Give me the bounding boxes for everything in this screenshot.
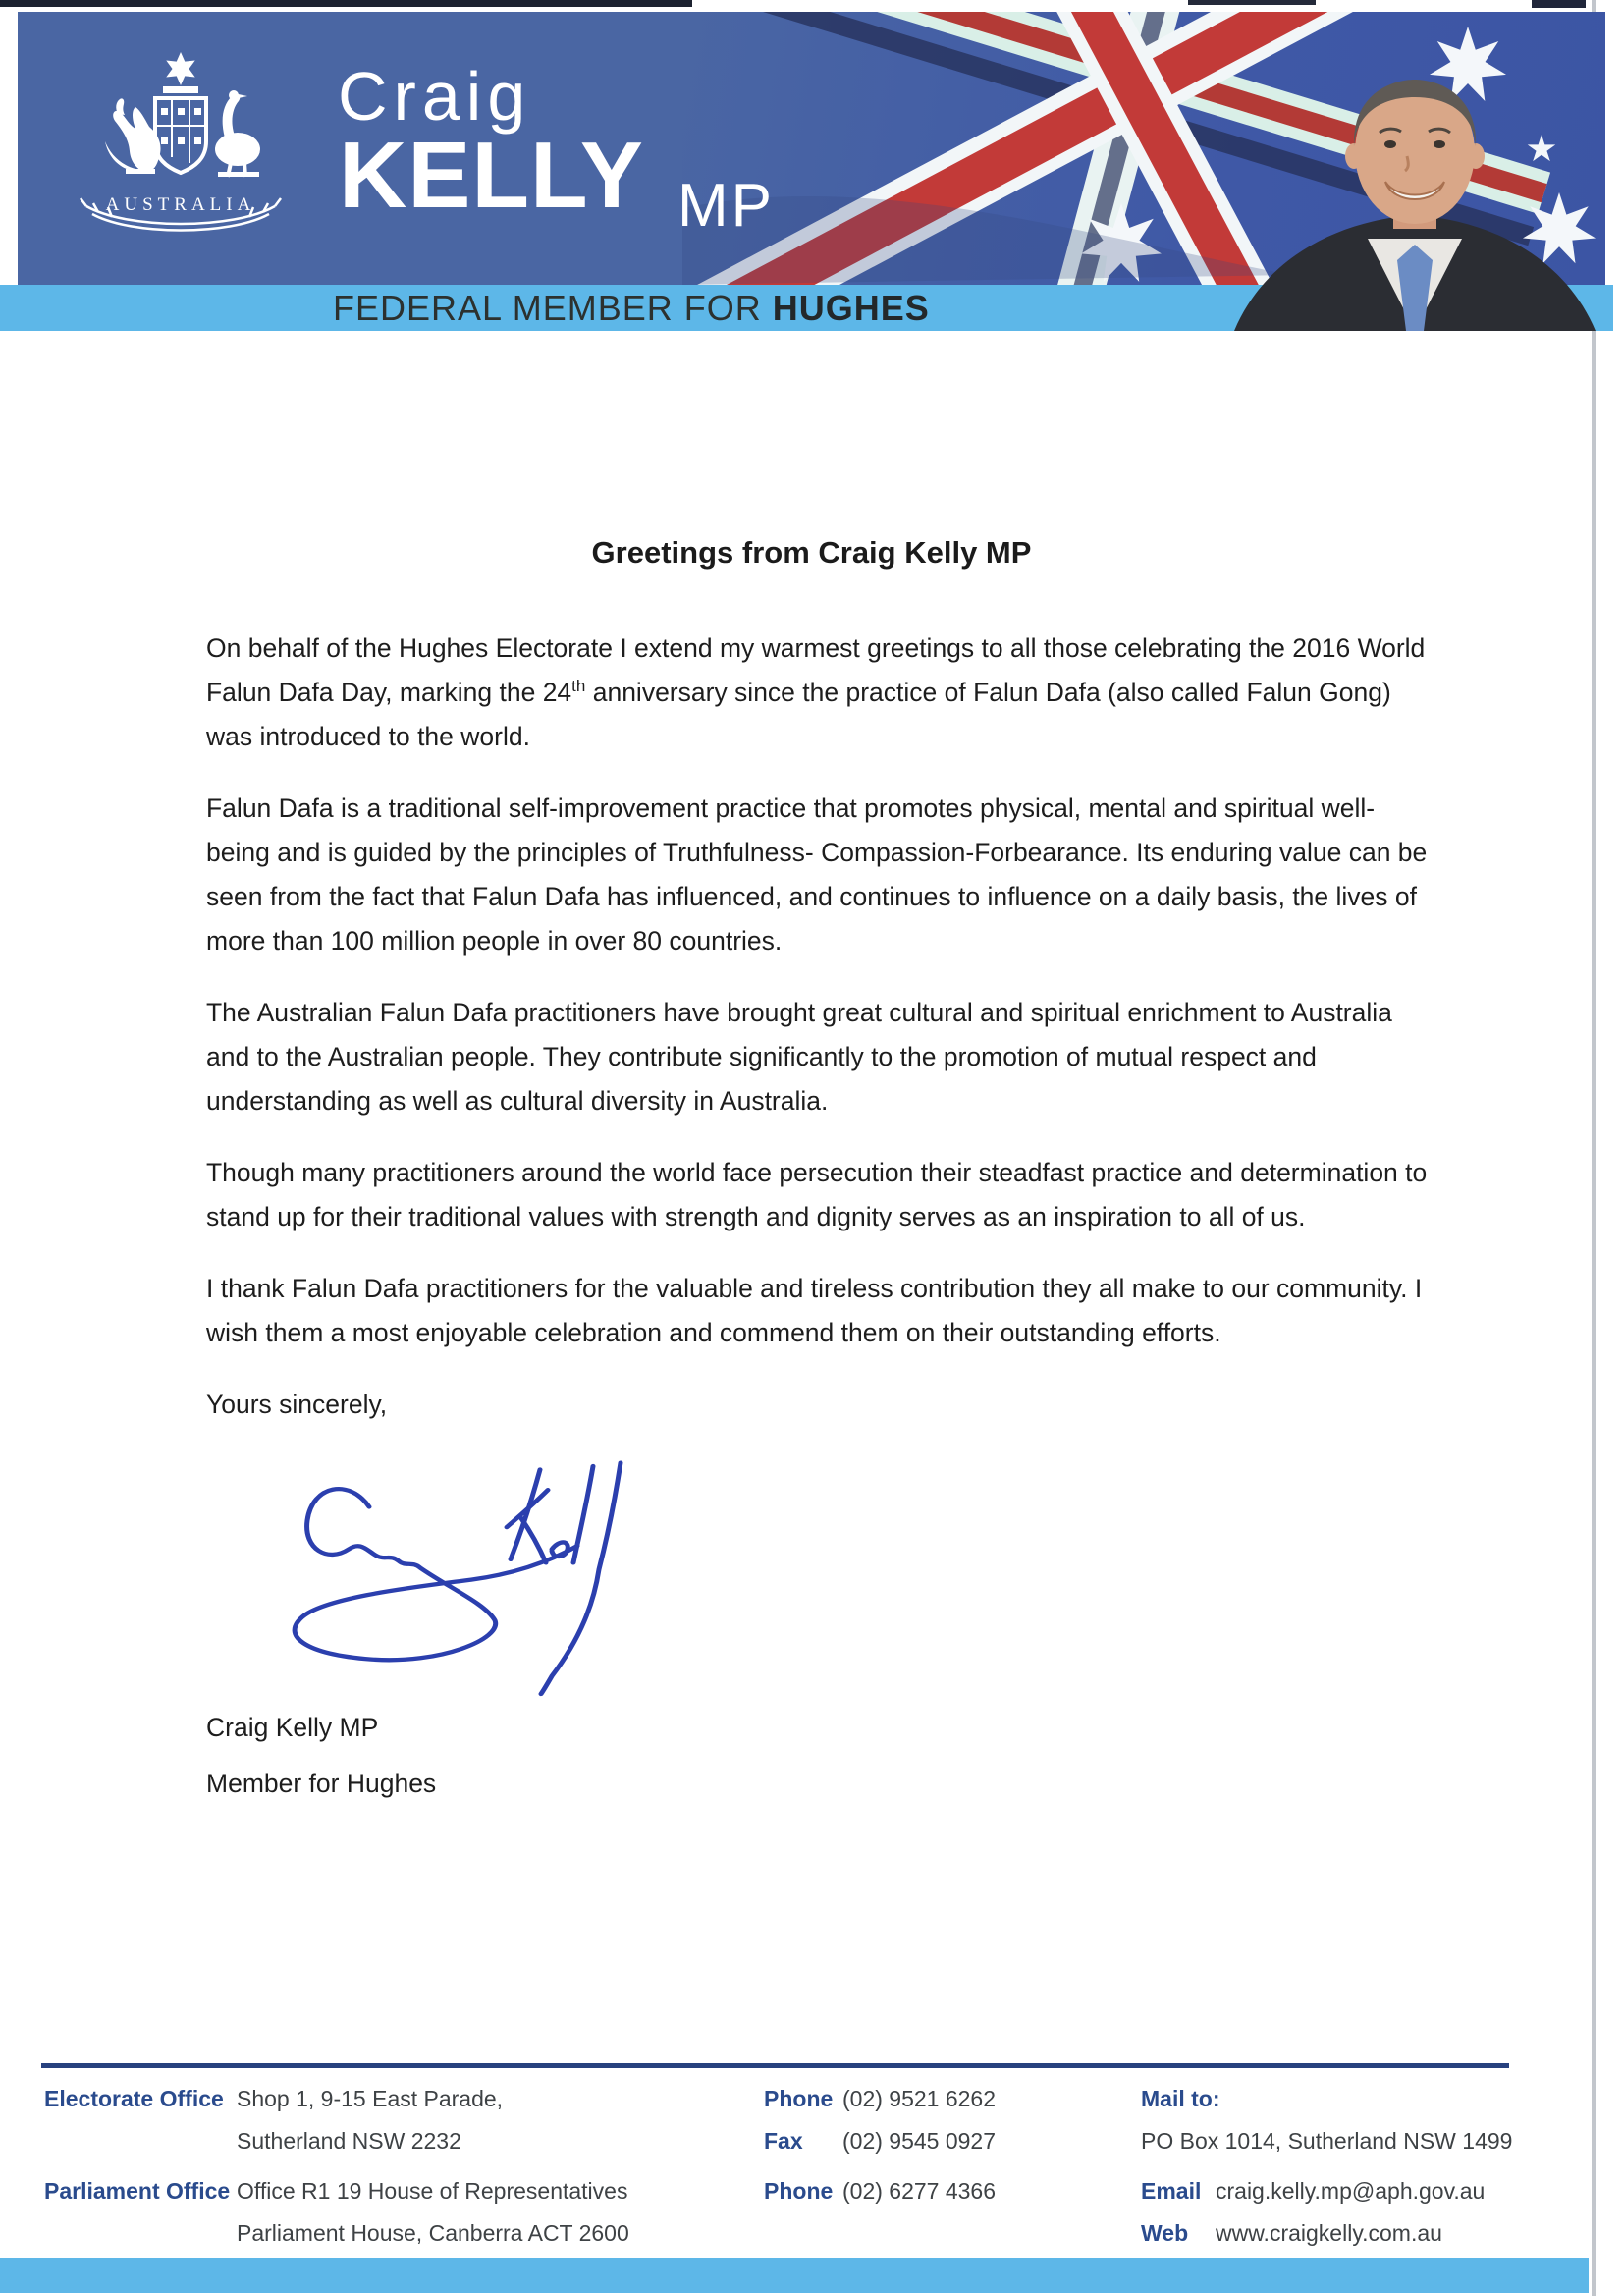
scan-edge-artifact — [1188, 0, 1316, 5]
person-icon — [1222, 54, 1607, 331]
crest-label: AUSTRALIA — [105, 194, 256, 215]
scan-edge-artifact — [1592, 0, 1596, 2296]
web-label: Web — [1141, 2220, 1189, 2246]
parliament-office-line2: Parliament House, Canberra ACT 2600 — [237, 2220, 629, 2246]
scan-edge-artifact — [0, 0, 692, 7]
paragraph-2: Falun Dafa is a traditional self-improvement practice that promotes physical, mental and spiritual well-being and is guided by the principles of Truthfulness- Compassion-Forbearance. Its enduring value can be seen from the fact that Falun Dafa has influenced, and continues to influence on a daily basis, the lives of more than 100 million people in over 80 countries. — [206, 793, 1428, 956]
paragraph-5: I thank Falun Dafa practitioners for the valuable and tireless contribution they all make to our community. I wish them a most enjoyable celebration and commend them on their outstanding efforts. — [206, 1274, 1423, 1347]
email-value: craig.kelly.mp@aph.gov.au — [1216, 2178, 1486, 2204]
phone-value-2: (02) 6277 4366 — [842, 2178, 997, 2204]
fax-value: (02) 9545 0927 — [842, 2128, 997, 2154]
parliament-office-label: Parliament Office — [44, 2178, 231, 2204]
electorate-office-line2: Sutherland NSW 2232 — [237, 2128, 461, 2154]
signatory-name: Craig Kelly MP — [206, 1713, 379, 1742]
banner-electorate: HUGHES — [772, 288, 930, 328]
paragraph-4: Though many practitioners around the world face persecution their steadfast practice and determination to stand up for their traditional values with strength and dignity serves as an inspiration to all of us. — [206, 1158, 1428, 1231]
mail-to-label: Mail to: — [1141, 2086, 1220, 2111]
phone-label-1: Phone — [764, 2086, 834, 2111]
phone-label-2: Phone — [764, 2178, 834, 2204]
paragraph-1-text: anniversary since the practice of Falun Dafa (also called Falun Gong) was introduced to the world. — [206, 678, 1391, 751]
letter-title: Greetings from Craig Kelly MP — [591, 535, 1032, 570]
parliament-office-line1: Office R1 19 House of Representatives — [237, 2178, 628, 2204]
mp-last-name: KELLY — [339, 123, 644, 228]
electorate-office-line1: Shop 1, 9-15 East Parade, — [237, 2086, 504, 2111]
paragraph-1 — [206, 627, 1432, 759]
mail-address: PO Box 1014, Sutherland NSW 1499 — [1141, 2128, 1513, 2154]
bottom-accent-band — [0, 2258, 1589, 2293]
paragraph-3: The Australian Falun Dafa practitioners have brought great cultural and spiritual enrichment to Australia and to the Australian people. They contribute significantly to the promotion of mutual respect and understanding as well as cultural diversity in Australia. — [206, 998, 1392, 1116]
mp-post-nominal: MP — [677, 172, 775, 240]
paragraph-1-text: On behalf of the Hughes Electorate I extend my warmest greetings to all those celebrating the 2016 World Falun Dafa Day, marking the 24 — [206, 633, 1426, 707]
signatory-title: Member for Hughes — [206, 1769, 437, 1798]
scan-edge-artifact — [1532, 0, 1586, 8]
mp-first-name: Craig — [338, 58, 532, 135]
email-label: Email — [1141, 2178, 1202, 2204]
closing-salutation: Yours sincerely, — [206, 1390, 388, 1419]
phone-value-1: (02) 9521 6262 — [842, 2086, 997, 2111]
electorate-office-label: Electorate Office — [44, 2086, 224, 2111]
member-banner-text — [333, 285, 930, 331]
letter-body — [206, 627, 1432, 1806]
signature-scribble — [253, 1454, 646, 1700]
ordinal-superscript: th — [571, 677, 586, 696]
banner-regular: FEDERAL MEMBER FOR — [333, 288, 773, 328]
web-value: www.craigkelly.com.au — [1216, 2220, 1442, 2246]
footer-divider — [41, 2063, 1509, 2068]
portrait-photo — [1222, 54, 1607, 331]
fax-label: Fax — [764, 2128, 803, 2154]
